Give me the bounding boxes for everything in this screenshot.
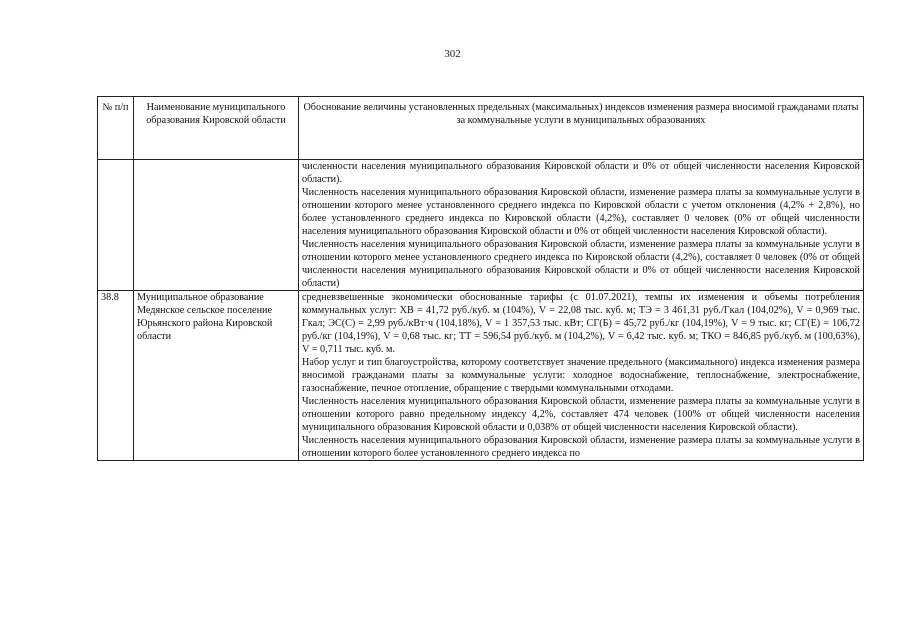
justification-paragraph: Численность населения муниципального образования Кировской области, изменение размера платы за коммунальные услуги в отношении которого равно предельному индексу 4,2%, составляет 474 человек (100% от общей численности населения муниципального образования Кировской области и 0,038% от общей численности населения Кировской области).	[302, 396, 860, 433]
row-justification	[299, 291, 864, 461]
justification-paragraph: Численность населения муниципального образования Кировской области, изменение размера платы за коммунальные услуги в отношении которого менее установленного среднего индекса по Кировской области (4,2%), составляет 0 человек (0% от общей численности населения муниципального образования Кировской области и 0% от общей численности населения Кировской области)	[302, 239, 860, 289]
header-justification: Обоснование величины установленных предельных (максимальных) индексов изменения размера вносимой гражданами платы за коммунальные услуги в муниципальных образованиях	[299, 97, 864, 160]
justification-paragraph: Численность населения муниципального образования Кировской области, изменение размера платы за коммунальные услуги в отношении которого более установленного среднего индекса по	[302, 435, 860, 459]
header-num: № п/п	[98, 97, 134, 160]
table-row	[98, 160, 864, 291]
header-name: Наименование муниципального образования Кировской области	[134, 97, 299, 160]
row-municipality: Муниципальное образование Медянское сельское поселение Юрьянского района Кировской области	[134, 291, 299, 461]
row-justification	[299, 160, 864, 291]
row-num: 38.8	[98, 291, 134, 461]
justification-paragraph: средневзвешенные экономически обоснованные тарифы (с 01.07.2021), темпы их изменения и объемы потребления коммунальных услуг: ХВ = 41,72 руб./куб. м (104%), V = 22,08 тыс. куб. м; ТЭ = 3 461,31 руб./Гкал (104,02%), V = 0,969 тыс. Гкал; ЭС(С) = 2,99 руб./кВт·ч (104,18%), V = 1 357,53 тыс. кВт; СГ(Б) = 45,72 руб./кг (104,19%), V = 9 тыс. кг; СГ(Е) = 106,72 руб./кг (104,19%), V = 0,68 тыс. кг; ТТ = 596,54 руб./куб. м (104,2%), V = 6,42 тыс. куб. м; ТКО = 846,85 руб./куб. м (100,63%), V = 0,711 тыс. куб. м.	[302, 292, 860, 355]
justification-paragraph: численности населения муниципального образования Кировской области и 0% от общей численности населения Кировской области).	[302, 161, 860, 185]
justification-paragraph: Численность населения муниципального образования Кировской области, изменение размера платы за коммунальные услуги в отношении которого менее установленного среднего индекса по Кировской области с учетом отклонения (4,2% + 2,8%), но более установленного среднего индекса по Кировской области (4,2%), составляет 0 человек (0% от общей численности населения муниципального образования Кировской области и 0% от общей численности населения Кировской области).	[302, 187, 860, 237]
justification-paragraph: Набор услуг и тип благоустройства, которому соответствует значение предельного (максимального) индекса изменения размера вносимой гражданами платы за коммунальные услуги: холодное водоснабжение, теплоснабжение, электроснабжение, газоснабжение, печное отопление, обращение с твердыми коммунальными отходами.	[302, 357, 860, 394]
table-row	[98, 291, 864, 461]
page-number: 302	[444, 48, 461, 60]
row-municipality	[134, 160, 299, 291]
justification-table	[97, 96, 864, 461]
table-header-row	[98, 97, 864, 160]
row-num	[98, 160, 134, 291]
